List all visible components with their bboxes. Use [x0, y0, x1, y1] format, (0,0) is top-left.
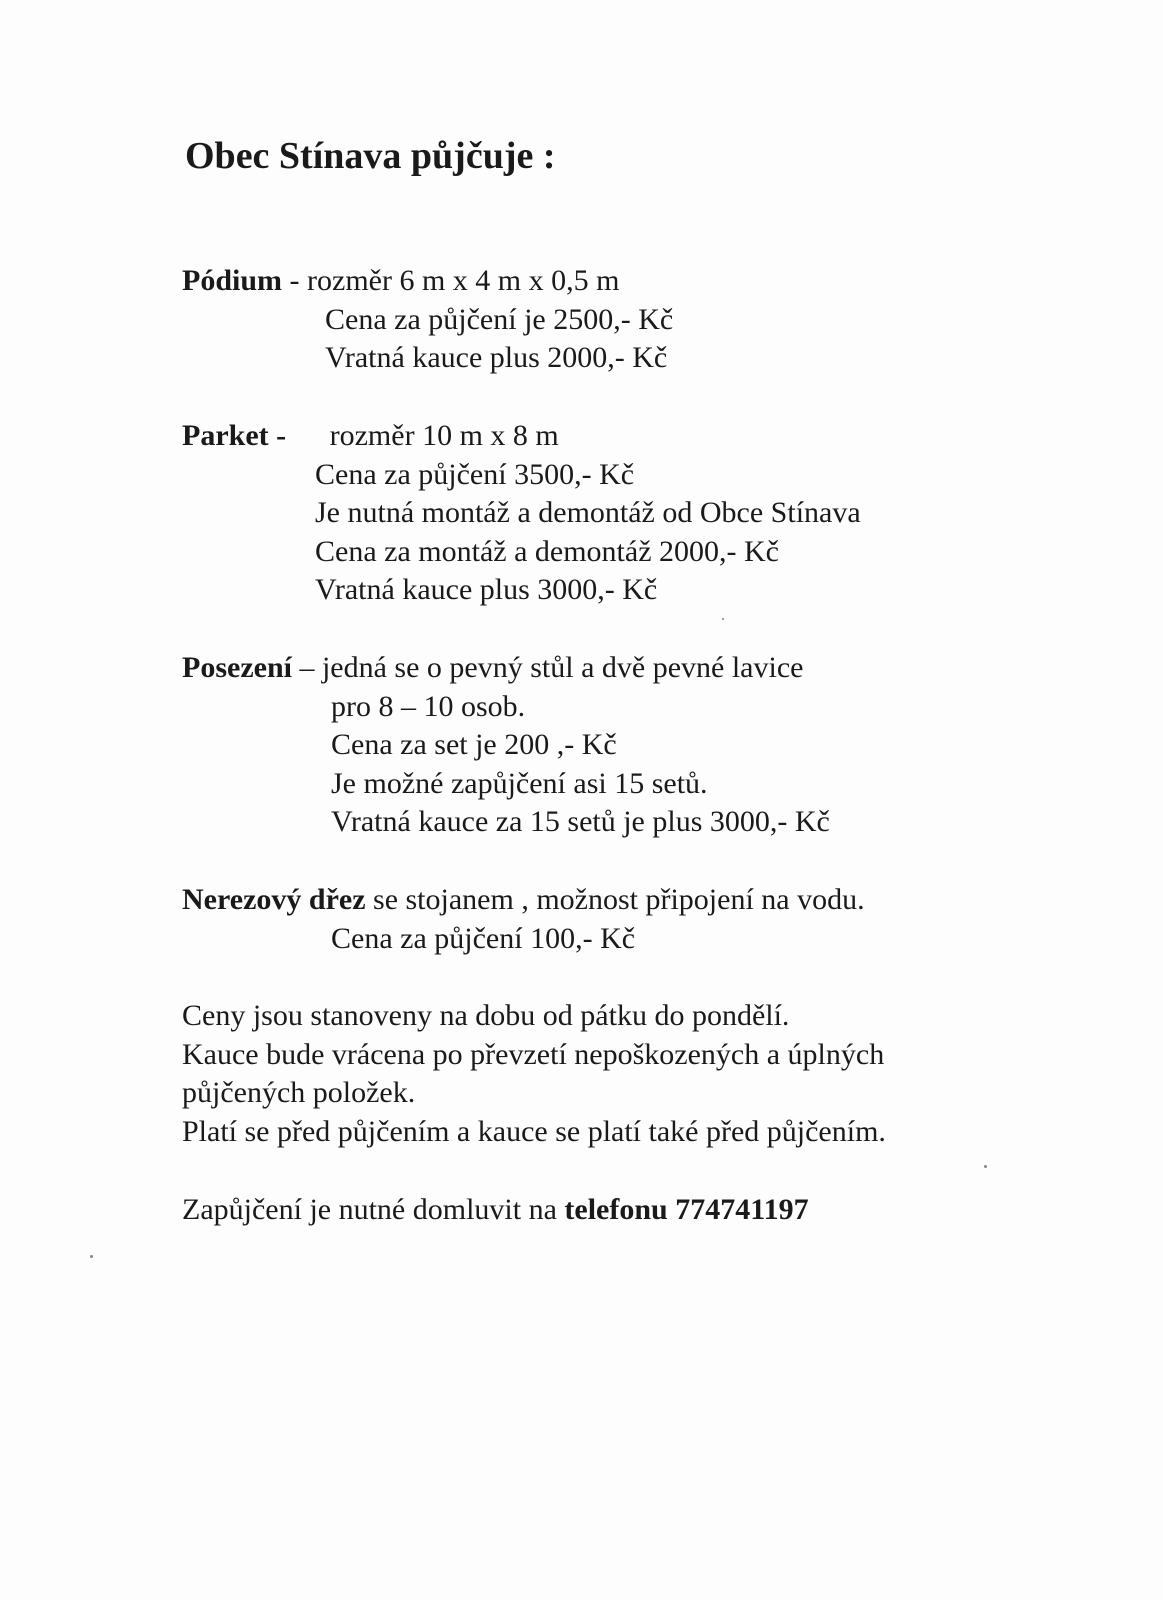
parket-dimensions: rozměr 10 m x 8 m [329, 419, 559, 452]
posezeni-label: Posezení [182, 651, 292, 684]
posezeni-availability: Je možné zapůjčení asi 15 setů. [331, 767, 708, 800]
scan-speck [984, 1165, 987, 1168]
parket-assembly-note: Je nutná montáž a demontáž od Obce Stínava [315, 496, 861, 529]
podium-deposit: Vratná kauce plus 2000,- Kč [325, 341, 668, 374]
parket-line-1 [182, 417, 559, 455]
scan-speck [90, 1255, 93, 1258]
contact-line [182, 1191, 809, 1229]
posezeni-line-1 [182, 649, 803, 687]
podium-label: Pódium [182, 264, 283, 297]
notes-line-2: Kauce bude vrácena po převzetí nepoškozených a úplných [182, 1038, 885, 1071]
drez-label: Nerezový dřez [182, 883, 366, 916]
posezeni-price: Cena za set je 200 ,- Kč [331, 728, 617, 761]
podium-dimensions: - rozměr 6 m x 4 m x 0,5 m [282, 264, 620, 297]
page-title: Obec Stínava půjčuje : [185, 135, 556, 177]
podium-line-1 [182, 262, 619, 300]
drez-line-1 [182, 881, 865, 919]
parket-price: Cena za půjčení 3500,- Kč [315, 458, 635, 491]
parket-label: Parket - [182, 419, 287, 452]
notes-line-1: Ceny jsou stanoveny na dobu od pátku do pondělí. [182, 999, 790, 1032]
posezeni-deposit: Vratná kauce za 15 setů je plus 3000,- Kč [331, 805, 830, 838]
parket-deposit: Vratná kauce plus 3000,- Kč [315, 573, 658, 606]
posezeni-description: – jedná se o pevný stůl a dvě pevné lavice [291, 651, 804, 684]
posezeni-capacity: pro 8 – 10 osob. [331, 690, 526, 723]
scan-speck [722, 618, 724, 620]
notes-line-4: Platí se před půjčením a kauce se platí také před půjčením. [182, 1115, 886, 1148]
notes-line-3: půjčených položek. [182, 1076, 416, 1109]
podium-price: Cena za půjčení je 2500,- Kč [325, 303, 674, 336]
drez-price: Cena za půjčení 100,- Kč [331, 922, 636, 955]
drez-description: se stojanem , možnost připojení na vodu. [365, 883, 865, 916]
contact-text: Zapůjčení je nutné domluvit na [182, 1193, 565, 1226]
parket-assembly-price: Cena za montáž a demontáž 2000,- Kč [315, 535, 779, 568]
contact-phone: telefonu 774741197 [564, 1193, 809, 1226]
